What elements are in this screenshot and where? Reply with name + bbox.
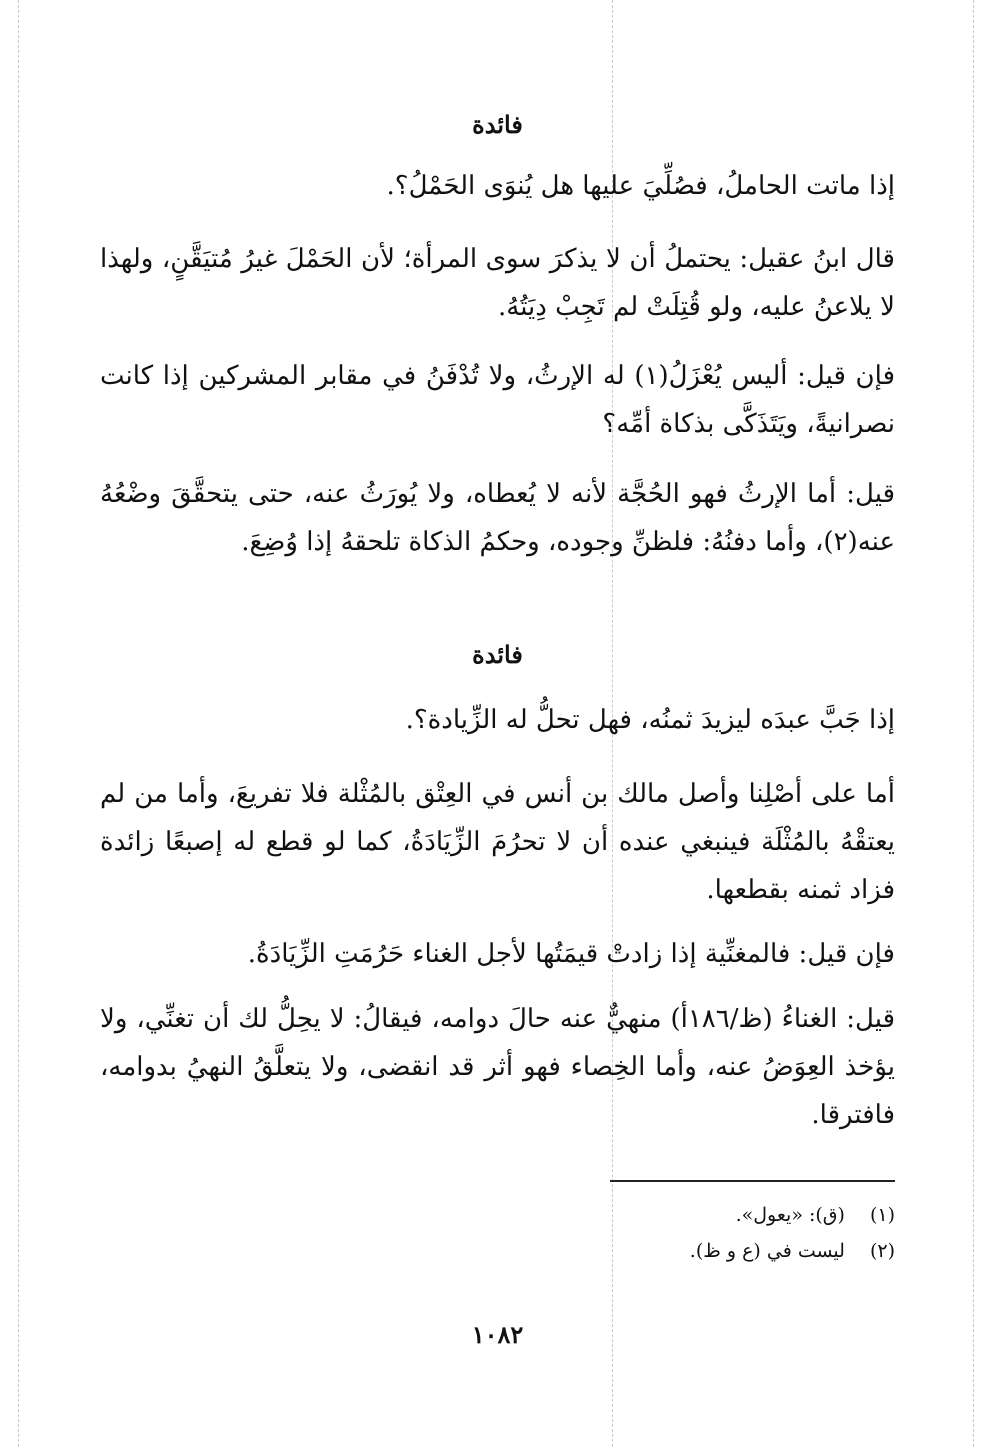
paragraph-1-3: قيل: أما الإرثُ فهو الحُجَّة لأنه لا يُعطاه، ولا يُورَثُ عنه، حتى يتحقَّقَ وضْعُهُ عنه(٢)، وأما دفنُهُ: فلظنِّ وجوده، وحكمُ الذكاة تلحقهُ إذا وُضِعَ. bbox=[100, 479, 895, 557]
footnote-2 bbox=[100, 1236, 895, 1266]
margin-guide-left bbox=[18, 0, 19, 1447]
margin-guide-right bbox=[973, 0, 974, 1447]
paragraph-1-1: قال ابنُ عقيل: يحتملُ أن لا يذكرَ سوى المرأة؛ لأن الحَمْلَ غيرُ مُتيَقَّنٍ، ولهذا لا يلاعنُ عليه، ولو قُتِلَتْ لم تَجِبْ دِيَتُهُ. bbox=[100, 244, 895, 322]
section-heading-1: فائدة bbox=[472, 110, 523, 139]
question-1: إذا ماتت الحاملُ، فصُلِّيَ عليها هل يُنوَى الحَمْلُ؟. bbox=[386, 171, 895, 201]
footnote-text: ليست في (ع و ظ). bbox=[689, 1240, 845, 1262]
footnote-text: (ق): «يعول». bbox=[735, 1204, 845, 1226]
section-heading-2: فائدة bbox=[472, 640, 523, 669]
paragraph-2-2: فإن قيل: فالمغنِّية إذا زادتْ قيمَتُها لأجل الغناء حَرُمَتِ الزِّيَادَةُ. bbox=[247, 939, 895, 969]
paragraph-2-1: أما على أصْلِنا وأصل مالك بن أنس في العِتْق بالمُثْلة فلا تفريعَ، وأما من لم يعتقْهُ بالمُثْلَة فينبغي عنده أن لا تحرُمَ الزِّيَادَةُ، كما لو قطع له إصبعًا زائدة فزاد ثمنه بقطعها. bbox=[100, 779, 895, 905]
paragraph-1-2: فإن قيل: أليس يُعْزَلُ(١) له الإرثُ، ولا تُدْفَنُ في مقابر المشركين إذا كانت نصرانيةً، ويَتَذَكَّى بذكاة أمِّه؟ bbox=[100, 361, 896, 439]
paragraph-2-3: قيل: الغناءُ (ظ/١٨٦أ) منهيٌّ عنه حالَ دوامه، فيقالُ: لا يحِلُّ لك أن تغنِّي، ولا يؤخذ العِوَضُ عنه، وأما الخِصاء فهو أثر قد انقضى، ولا يتعلَّقُ النهيُ بدوامه، فافترقا. bbox=[100, 1004, 895, 1130]
question-2: إذا جَبَّ عبدَه ليزيدَ ثمنُه، فهل تحلُّ له الزِّيادة؟. bbox=[405, 705, 895, 735]
footnote-number: (١) bbox=[869, 1204, 895, 1226]
footnote-separator bbox=[610, 1180, 895, 1182]
page-number: ١٠٨٢ bbox=[471, 1320, 524, 1349]
footnote-number: (٢) bbox=[869, 1240, 895, 1262]
footnote-1 bbox=[100, 1200, 895, 1230]
book-page bbox=[100, 0, 895, 1447]
